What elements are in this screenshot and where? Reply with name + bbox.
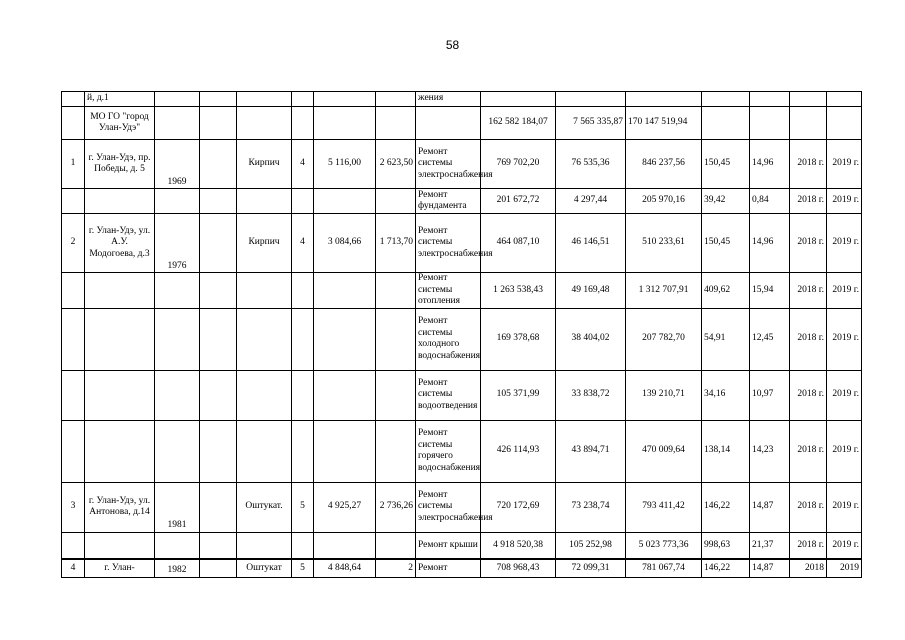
cell-number: 1 xyxy=(62,140,85,189)
cell-floors: 4 xyxy=(292,214,314,273)
cell-year-end: 2019 г. xyxy=(827,308,862,370)
cell-year: 1981 xyxy=(155,482,200,532)
cell-cost-per-m2: 138,14 xyxy=(702,420,750,482)
cell-cost-1: 708 968,43 xyxy=(481,559,556,577)
cell-empty xyxy=(314,92,376,107)
table-row xyxy=(62,482,862,532)
cell-cost-2: 72 099,31 xyxy=(556,559,626,577)
table-row xyxy=(62,140,862,189)
cell-number: 4 xyxy=(62,559,85,577)
cell-work-type: Ремонт системы электроснабжения xyxy=(416,214,481,273)
cell-empty xyxy=(556,92,626,107)
cell-area-living xyxy=(376,420,416,482)
cell-cost-3: 205 970,16 xyxy=(626,189,702,214)
cell-cost-2: 73 238,74 xyxy=(556,482,626,532)
cell-cost-per-m2-2: 21,37 xyxy=(750,532,790,559)
cell-floors xyxy=(292,273,314,309)
cell-cost-per-m2: 39,42 xyxy=(702,189,750,214)
cell-empty xyxy=(237,107,292,140)
cell-cost-per-m2-2: 0,84 xyxy=(750,189,790,214)
cell-cost-2: 49 169,48 xyxy=(556,273,626,309)
cell-area-living: 2 623,50 xyxy=(376,140,416,189)
cell-address xyxy=(85,308,155,370)
cell-work-type: Ремонт фундамента xyxy=(416,189,481,214)
cell-empty xyxy=(200,92,237,107)
cell-cost-3: 470 009,64 xyxy=(626,420,702,482)
cell-material xyxy=(237,532,292,559)
cell-cost-per-m2: 998,63 xyxy=(702,532,750,559)
cell-floors: 4 xyxy=(292,140,314,189)
cell-year-start: 2018 г. xyxy=(790,482,827,532)
cell-empty xyxy=(626,92,702,107)
cell-number: 3 xyxy=(62,482,85,532)
cell-work-type: Ремонт системы отопления xyxy=(416,273,481,309)
cell-work-type: Ремонт системы электроснабжения xyxy=(416,482,481,532)
cell-empty xyxy=(155,107,200,140)
cell-material xyxy=(237,308,292,370)
cell-empty xyxy=(200,189,237,214)
cell-cost-1: 426 114,93 xyxy=(481,420,556,482)
table-row xyxy=(62,559,862,577)
cell-empty xyxy=(376,92,416,107)
cell-empty xyxy=(200,559,237,577)
cell-area-living: 2 xyxy=(376,559,416,577)
cell-address: г. Улан-Удэ, ул. А.У. Модогоева, д.3 xyxy=(85,214,155,273)
cell-cost-3: 207 782,70 xyxy=(626,308,702,370)
table-row xyxy=(62,273,862,309)
cell-cost-1: 769 702,20 xyxy=(481,140,556,189)
cell-work-type: Ремонт системы горячего водоснабжения xyxy=(416,420,481,482)
cell-cost-2: 38 404,02 xyxy=(556,308,626,370)
cell-cost-per-m2-2: 10,97 xyxy=(750,370,790,420)
cell-cost-per-m2: 146,22 xyxy=(702,482,750,532)
cell-cost-per-m2-2: 12,45 xyxy=(750,308,790,370)
cell-address xyxy=(85,532,155,559)
cell-cost-per-m2: 150,45 xyxy=(702,214,750,273)
cell-empty xyxy=(155,92,200,107)
cell-material xyxy=(237,370,292,420)
cell-address: г. Улан-Удэ, ул. Антонова, д.14 xyxy=(85,482,155,532)
cell-year-start: 2018 г. xyxy=(790,140,827,189)
cell-cost-per-m2-2: 14,96 xyxy=(750,214,790,273)
cell-year-start: 2018 г. xyxy=(790,420,827,482)
cell-empty xyxy=(827,107,862,140)
cell-year xyxy=(155,273,200,309)
cell-empty xyxy=(827,92,862,107)
cell-empty xyxy=(200,370,237,420)
cell-empty xyxy=(416,107,481,140)
cell-address: й, д.1 xyxy=(85,92,155,107)
cell-cost-1: 169 378,68 xyxy=(481,308,556,370)
cell-area-living: 1 713,70 xyxy=(376,214,416,273)
cell-address xyxy=(85,370,155,420)
cell-empty xyxy=(200,308,237,370)
cell-cost-1: 1 263 538,43 xyxy=(481,273,556,309)
cell-cost-per-m2-2: 14,87 xyxy=(750,482,790,532)
cell-area: 4 848,64 xyxy=(314,559,376,577)
cell-total-1: 162 582 184,07 xyxy=(481,107,556,140)
cell-number xyxy=(62,92,85,107)
cell-year-end: 2019 г. xyxy=(827,420,862,482)
cell-cost-2: 46 146,51 xyxy=(556,214,626,273)
cell-work-type: Ремонт крыши xyxy=(416,532,481,559)
cell-area-living xyxy=(376,273,416,309)
cell-floors xyxy=(292,370,314,420)
cell-address xyxy=(85,189,155,214)
cell-year-end: 2019 xyxy=(827,559,862,577)
cell-empty xyxy=(750,107,790,140)
cell-total-2: 7 565 335,87 xyxy=(556,107,626,140)
cell-empty xyxy=(481,92,556,107)
cell-year-end: 2019 г. xyxy=(827,532,862,559)
cell-year-end: 2019 г. xyxy=(827,273,862,309)
cell-material xyxy=(237,189,292,214)
cell-empty xyxy=(200,107,237,140)
cell-work-type: жения xyxy=(416,92,481,107)
table-row xyxy=(62,107,862,140)
cell-address: г. Улан- xyxy=(85,559,155,577)
cell-year-start: 2018 г. xyxy=(790,370,827,420)
cell-empty xyxy=(292,107,314,140)
cell-floors xyxy=(292,532,314,559)
cell-cost-per-m2-2: 14,96 xyxy=(750,140,790,189)
cell-material: Оштукат. xyxy=(237,482,292,532)
cell-work-type: Ремонт системы водоотведения xyxy=(416,370,481,420)
cell-year-start: 2018 г. xyxy=(790,308,827,370)
cell-cost-3: 5 023 773,36 xyxy=(626,532,702,559)
cell-area-living: 2 736,26 xyxy=(376,482,416,532)
cell-area: 5 116,00 xyxy=(314,140,376,189)
cell-year: 1969 xyxy=(155,140,200,189)
table-row xyxy=(62,189,862,214)
cell-year xyxy=(155,532,200,559)
cell-work-type: Ремонт xyxy=(416,559,481,577)
cell-cost-3: 139 210,71 xyxy=(626,370,702,420)
cell-address: г. Улан-Удэ, пр. Победы, д. 5 xyxy=(85,140,155,189)
page-number: 58 xyxy=(445,38,460,52)
cell-material: Кирпич xyxy=(237,140,292,189)
cell-cost-2: 105 252,98 xyxy=(556,532,626,559)
cell-empty xyxy=(702,92,750,107)
cell-area-living xyxy=(376,308,416,370)
cell-number: 2 xyxy=(62,214,85,273)
cell-area xyxy=(314,273,376,309)
cell-cost-2: 33 838,72 xyxy=(556,370,626,420)
cell-floors xyxy=(292,189,314,214)
cell-area xyxy=(314,532,376,559)
cell-cost-3: 846 237,56 xyxy=(626,140,702,189)
table-row xyxy=(62,308,862,370)
cell-cost-per-m2-2: 14,87 xyxy=(750,559,790,577)
cell-area xyxy=(314,370,376,420)
cell-empty xyxy=(200,532,237,559)
cell-area-living xyxy=(376,189,416,214)
table-row xyxy=(62,532,862,559)
cell-area-living xyxy=(376,532,416,559)
cell-empty xyxy=(200,214,237,273)
cell-year xyxy=(155,420,200,482)
cell-cost-per-m2: 146,22 xyxy=(702,559,750,577)
cell-floors: 5 xyxy=(292,482,314,532)
cell-cost-1: 4 918 520,38 xyxy=(481,532,556,559)
cell-address xyxy=(85,420,155,482)
cell-material xyxy=(237,420,292,482)
cell-area xyxy=(314,420,376,482)
cell-empty xyxy=(200,420,237,482)
cell-empty xyxy=(790,92,827,107)
cell-floors xyxy=(292,308,314,370)
cell-cost-3: 510 233,61 xyxy=(626,214,702,273)
table-row xyxy=(62,420,862,482)
cell-area: 4 925,27 xyxy=(314,482,376,532)
cell-empty xyxy=(200,140,237,189)
cell-year: 1976 xyxy=(155,214,200,273)
cell-year-end: 2019 г. xyxy=(827,370,862,420)
cell-work-type: Ремонт системы холодного водоснабжения xyxy=(416,308,481,370)
cell-year: 1982 xyxy=(155,559,200,577)
cell-cost-per-m2: 409,62 xyxy=(702,273,750,309)
cell-number xyxy=(62,273,85,309)
cell-year xyxy=(155,308,200,370)
cell-cost-1: 201 672,72 xyxy=(481,189,556,214)
cell-material: Кирпич xyxy=(237,214,292,273)
cell-year-end: 2019 г. xyxy=(827,189,862,214)
cell-year-start: 2018 г. xyxy=(790,189,827,214)
cell-cost-2: 43 894,71 xyxy=(556,420,626,482)
cell-year-end: 2019 г. xyxy=(827,214,862,273)
cell-year xyxy=(155,370,200,420)
cell-empty xyxy=(200,482,237,532)
cell-year-start: 2018 xyxy=(790,559,827,577)
cell-area: 3 084,66 xyxy=(314,214,376,273)
cell-empty xyxy=(237,92,292,107)
cell-area xyxy=(314,189,376,214)
cell-cost-2: 4 297,44 xyxy=(556,189,626,214)
cell-area-living xyxy=(376,370,416,420)
cell-cost-3: 793 411,42 xyxy=(626,482,702,532)
cell-number xyxy=(62,532,85,559)
cell-municipality: МО ГО "город Улан-Удэ" xyxy=(85,107,155,140)
cell-year xyxy=(155,189,200,214)
cell-cost-1: 464 087,10 xyxy=(481,214,556,273)
cell-number xyxy=(62,107,85,140)
cell-number xyxy=(62,308,85,370)
cell-cost-per-m2-2: 14,23 xyxy=(750,420,790,482)
cell-year-end: 2019 г. xyxy=(827,482,862,532)
cell-empty xyxy=(200,273,237,309)
cell-address xyxy=(85,273,155,309)
cell-empty xyxy=(702,107,750,140)
cell-floors: 5 xyxy=(292,559,314,577)
cell-floors xyxy=(292,420,314,482)
table-row xyxy=(62,370,862,420)
cell-year-start: 2018 г. xyxy=(790,214,827,273)
cell-empty xyxy=(314,107,376,140)
cell-number xyxy=(62,370,85,420)
cell-cost-1: 105 371,99 xyxy=(481,370,556,420)
cell-empty xyxy=(790,107,827,140)
cell-number xyxy=(62,189,85,214)
cell-work-type: Ремонт системы электроснабжения xyxy=(416,140,481,189)
cell-year-start: 2018 г. xyxy=(790,273,827,309)
cell-year-end: 2019 г. xyxy=(827,140,862,189)
cell-total-3: 170 147 519,94 xyxy=(626,107,702,140)
cell-material xyxy=(237,273,292,309)
cell-material: Оштукат xyxy=(237,559,292,577)
cell-empty xyxy=(376,107,416,140)
cell-area xyxy=(314,308,376,370)
repair-table xyxy=(61,91,862,578)
cell-empty xyxy=(750,92,790,107)
cell-cost-3: 1 312 707,91 xyxy=(626,273,702,309)
cell-cost-3: 781 067,74 xyxy=(626,559,702,577)
cell-cost-2: 76 535,36 xyxy=(556,140,626,189)
cell-cost-per-m2: 150,45 xyxy=(702,140,750,189)
cell-year-start: 2018 г. xyxy=(790,532,827,559)
cell-cost-per-m2: 54,91 xyxy=(702,308,750,370)
cell-cost-per-m2: 34,16 xyxy=(702,370,750,420)
table-row xyxy=(62,214,862,273)
cell-cost-1: 720 172,69 xyxy=(481,482,556,532)
cell-cost-per-m2-2: 15,94 xyxy=(750,273,790,309)
table-row xyxy=(62,92,862,107)
cell-empty xyxy=(292,92,314,107)
cell-number xyxy=(62,420,85,482)
